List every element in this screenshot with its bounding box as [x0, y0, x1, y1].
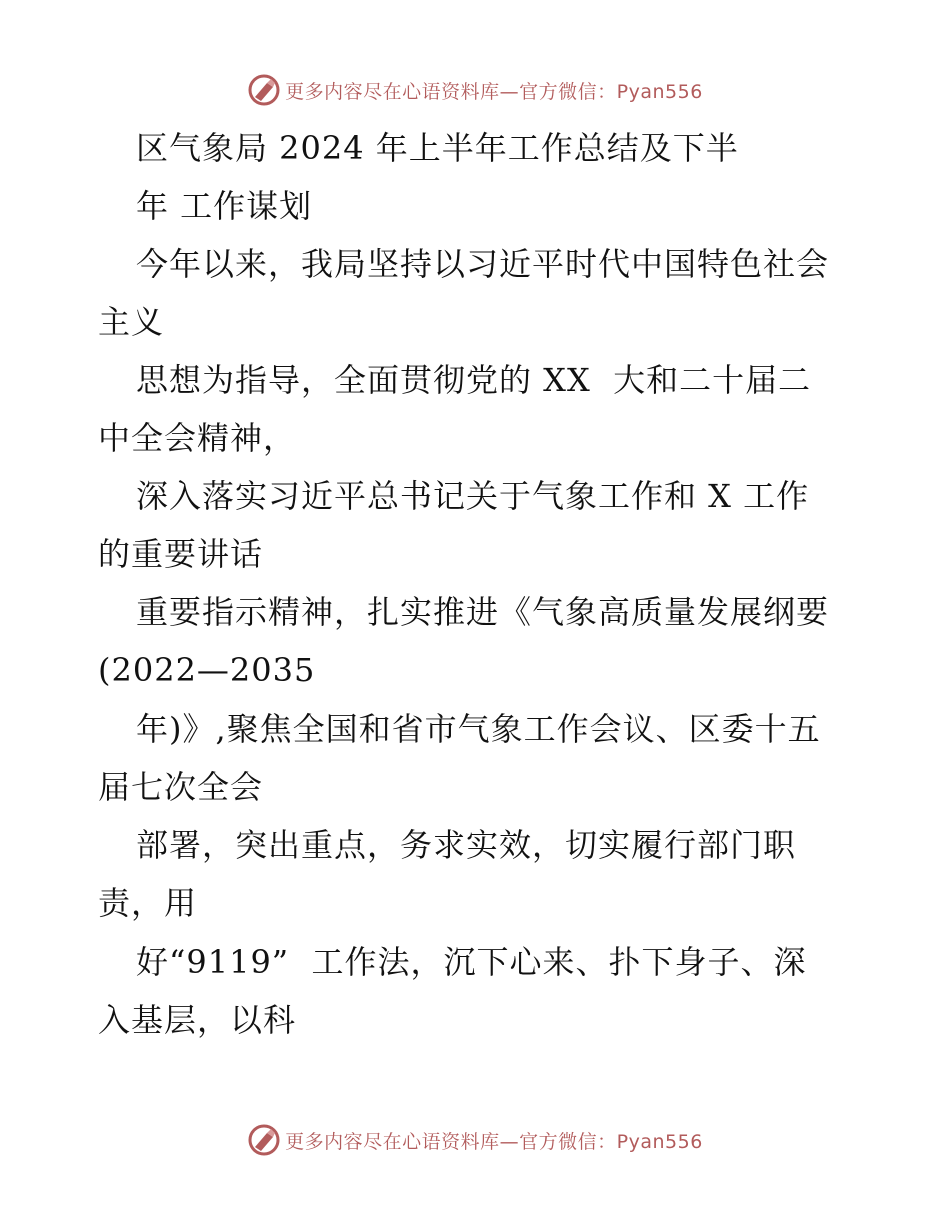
watermark-text: 更多内容尽在心语资料库—官方微信：Pyan556 [285, 1130, 703, 1153]
paragraph-line: 主义 [98, 303, 165, 341]
paragraph-line: 思想为指导，全面贯彻党的 XX 大和二十届二 [136, 361, 812, 399]
paragraph-line: 中全会精神， [98, 419, 297, 457]
watermark-footer [0, 1120, 950, 1160]
document-title-line-1: 区气象局 2024 年上半年工作总结及下半 [136, 129, 739, 167]
paragraph-line: 好“9119” 工作法，沉下心来、扑下身子、深 [136, 943, 807, 981]
watermark-logo-icon [247, 1123, 281, 1157]
paragraph-line: 今年以来，我局坚持以习近平时代中国特色社会 [136, 245, 830, 283]
paragraph-line: 重要指示精神，扎实推进《气象高质量发展纲要 [136, 593, 830, 631]
paragraph-line: 部署，突出重点，务求实效，切实履行部门职 [136, 826, 797, 864]
paragraph-line: 深入落实习近平总书记关于气象工作和 X 工作 [136, 477, 810, 515]
paragraph-line: 入基层，以科 [98, 1001, 297, 1039]
paragraph-line: (2022—2035 [98, 651, 316, 689]
watermark-header [0, 70, 950, 110]
paragraph-line: 责，用 [98, 884, 198, 922]
watermark-logo-icon [247, 73, 281, 107]
watermark-text: 更多内容尽在心语资料库—官方微信：Pyan556 [285, 80, 703, 103]
paragraph-line: 年)》,聚焦全国和省市气象工作会议、区委十五 [136, 710, 821, 748]
paragraph-line: 的重要讲话 [98, 535, 264, 573]
paragraph-line: 届七次全会 [98, 768, 264, 806]
document-title-line-2: 年 工作谋划 [136, 187, 313, 225]
